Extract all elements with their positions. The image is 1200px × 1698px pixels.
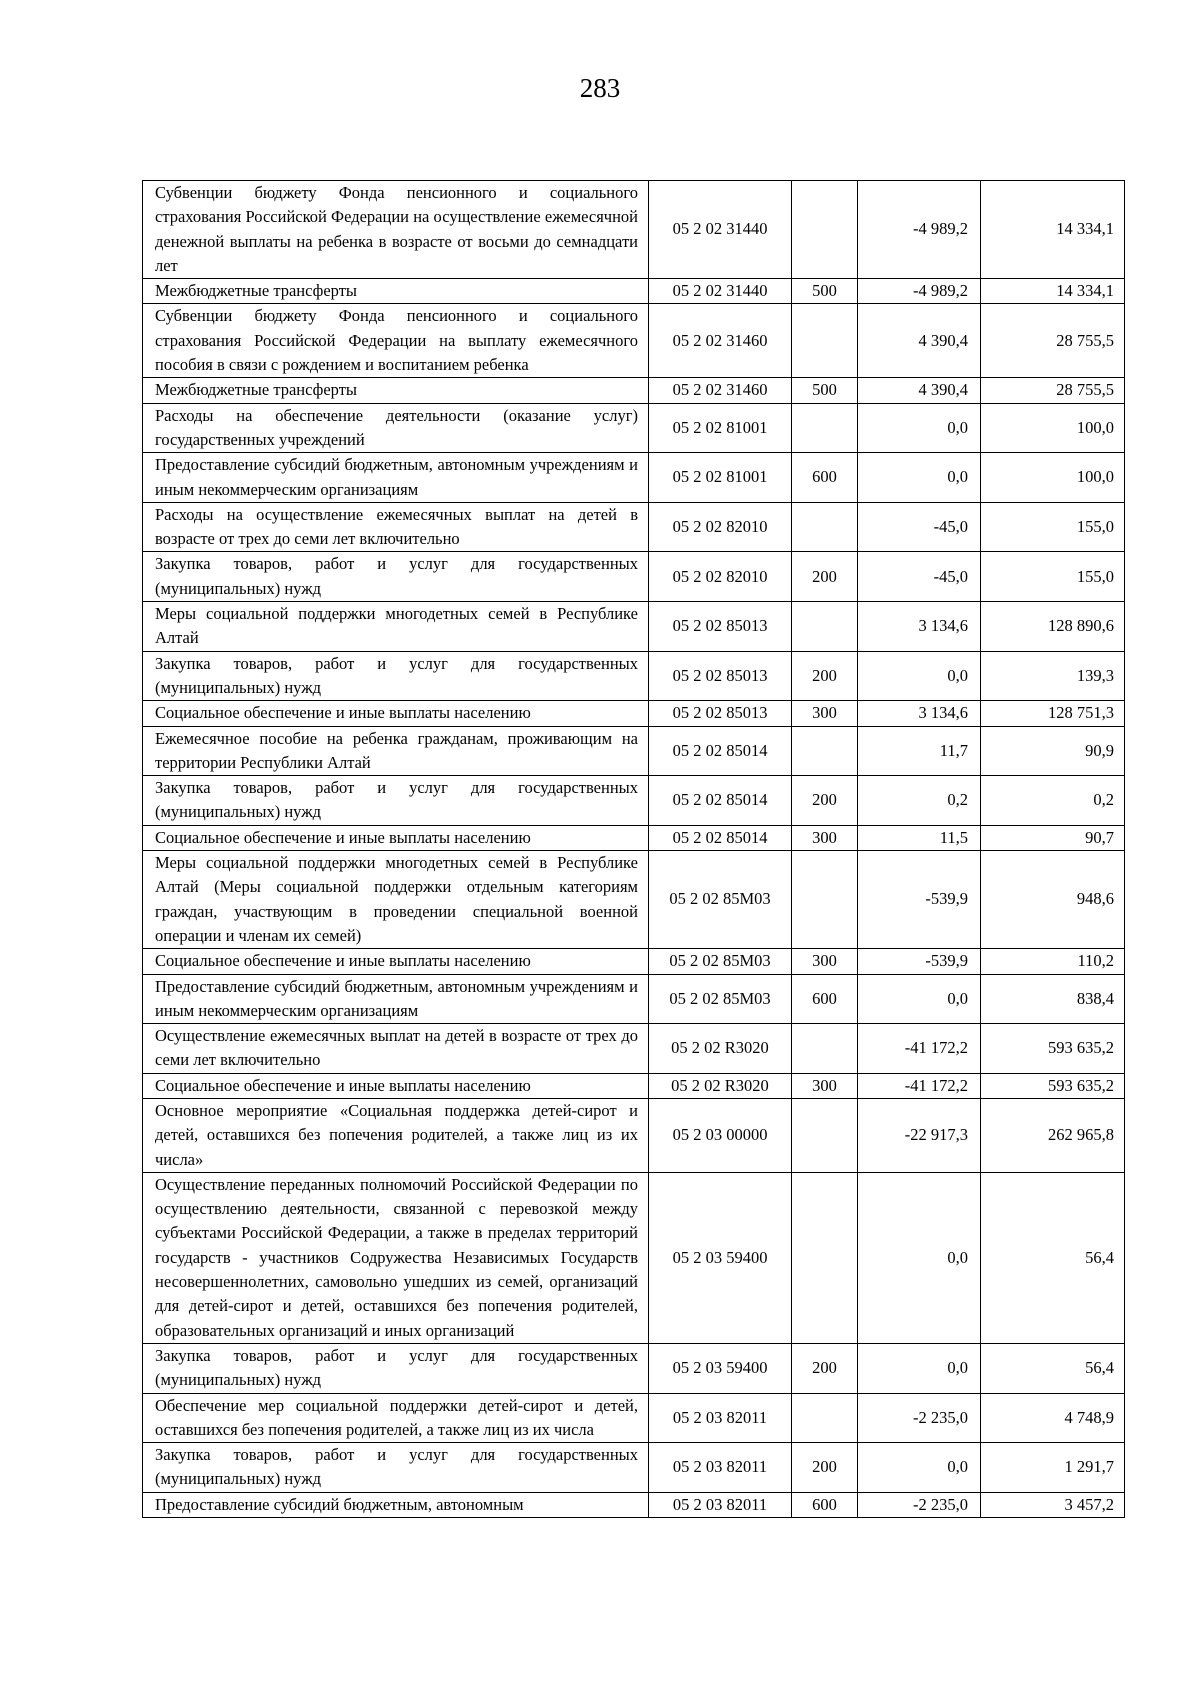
row-code: 05 2 02 31460 [649, 378, 792, 403]
row-description: Предоставление субсидий бюджетным, автономным учреждениям и иным некоммерческим организациям [143, 974, 649, 1024]
row-total: 3 457,2 [981, 1492, 1125, 1517]
row-code: 05 2 02 85014 [649, 825, 792, 850]
table-row [143, 776, 1125, 826]
row-total: 838,4 [981, 974, 1125, 1024]
row-change: -2 235,0 [858, 1393, 981, 1443]
row-code: 05 2 02 85М03 [649, 949, 792, 974]
row-description: Межбюджетные трансферты [143, 378, 649, 403]
table-row [143, 602, 1125, 652]
row-code: 05 2 03 82011 [649, 1492, 792, 1517]
row-expense-type: 500 [792, 378, 858, 403]
row-change: 4 390,4 [858, 304, 981, 378]
row-total: 1 291,7 [981, 1443, 1125, 1493]
table-row [143, 1172, 1125, 1343]
table-row [143, 552, 1125, 602]
table-row [143, 726, 1125, 776]
row-description: Осуществление ежемесячных выплат на детей в возрасте от трех до семи лет включительно [143, 1024, 649, 1074]
row-code: 05 2 02 85014 [649, 776, 792, 826]
row-code: 05 2 02 85013 [649, 602, 792, 652]
row-expense-type: 500 [792, 279, 858, 304]
row-expense-type [792, 502, 858, 552]
row-change: 4 390,4 [858, 378, 981, 403]
row-change: 0,0 [858, 974, 981, 1024]
page-number: 283 [579, 73, 621, 103]
table-row [143, 949, 1125, 974]
row-change: -41 172,2 [858, 1073, 981, 1098]
row-description: Межбюджетные трансферты [143, 279, 649, 304]
row-change: -2 235,0 [858, 1492, 981, 1517]
row-code: 05 2 03 82011 [649, 1393, 792, 1443]
row-change: -539,9 [858, 851, 981, 949]
row-code: 05 2 03 00000 [649, 1098, 792, 1172]
table-row [143, 1492, 1125, 1517]
row-total: 90,9 [981, 726, 1125, 776]
row-expense-type: 300 [792, 949, 858, 974]
table-row [143, 304, 1125, 378]
row-expense-type: 300 [792, 1073, 858, 1098]
row-total: 56,4 [981, 1172, 1125, 1343]
row-description: Субвенции бюджету Фонда пенсионного и социального страхования Российской Федерации на осуществление ежемесячной денежной выплаты на ребенка в возрасте от восьми до семнадцати лет [143, 181, 649, 279]
row-code: 05 2 02 R3020 [649, 1073, 792, 1098]
row-description: Закупка товаров, работ и услуг для государственных (муниципальных) нужд [143, 651, 649, 701]
row-change: 11,7 [858, 726, 981, 776]
row-change: 0,2 [858, 776, 981, 826]
row-code: 05 2 02 85М03 [649, 974, 792, 1024]
row-description: Закупка товаров, работ и услуг для государственных (муниципальных) нужд [143, 552, 649, 602]
row-code: 05 2 03 82011 [649, 1443, 792, 1493]
row-description: Закупка товаров, работ и услуг для государственных (муниципальных) нужд [143, 1443, 649, 1493]
row-total: 593 635,2 [981, 1073, 1125, 1098]
row-description: Субвенции бюджету Фонда пенсионного и социального страхования Российской Федерации на выплату ежемесячного пособия в связи с рождением и воспитанием ребенка [143, 304, 649, 378]
row-description: Расходы на обеспечение деятельности (оказание услуг) государственных учреждений [143, 403, 649, 453]
row-change: -4 989,2 [858, 279, 981, 304]
row-total: 110,2 [981, 949, 1125, 974]
table-body [143, 181, 1125, 1518]
row-description: Социальное обеспечение и иные выплаты населению [143, 1073, 649, 1098]
table-row [143, 1098, 1125, 1172]
row-total: 28 755,5 [981, 378, 1125, 403]
row-total: 28 755,5 [981, 304, 1125, 378]
row-total: 155,0 [981, 502, 1125, 552]
table-row [143, 502, 1125, 552]
row-total: 100,0 [981, 403, 1125, 453]
row-total: 128 890,6 [981, 602, 1125, 652]
row-description: Расходы на осуществление ежемесячных выплат на детей в возрасте от трех до семи лет включительно [143, 502, 649, 552]
table-row [143, 403, 1125, 453]
row-expense-type [792, 726, 858, 776]
table-row [143, 378, 1125, 403]
row-total: 139,3 [981, 651, 1125, 701]
table-row [143, 974, 1125, 1024]
row-total: 262 965,8 [981, 1098, 1125, 1172]
table-row [143, 651, 1125, 701]
row-change: 0,0 [858, 1443, 981, 1493]
row-code: 05 2 02 31440 [649, 279, 792, 304]
row-description: Закупка товаров, работ и услуг для государственных (муниципальных) нужд [143, 1343, 649, 1393]
row-description: Предоставление субсидий бюджетным, автономным [143, 1492, 649, 1517]
row-expense-type [792, 181, 858, 279]
row-total: 100,0 [981, 453, 1125, 503]
row-code: 05 2 02 85013 [649, 701, 792, 726]
row-expense-type [792, 851, 858, 949]
row-expense-type [792, 304, 858, 378]
row-change: 3 134,6 [858, 602, 981, 652]
row-description: Меры социальной поддержки многодетных семей в Республике Алтай [143, 602, 649, 652]
row-change: 3 134,6 [858, 701, 981, 726]
table-row [143, 1443, 1125, 1493]
row-total: 4 748,9 [981, 1393, 1125, 1443]
row-expense-type: 200 [792, 1343, 858, 1393]
row-code: 05 2 03 59400 [649, 1172, 792, 1343]
budget-table [142, 180, 1125, 1518]
table-row [143, 181, 1125, 279]
row-change: -4 989,2 [858, 181, 981, 279]
row-expense-type [792, 1024, 858, 1074]
row-code: 05 2 02 82010 [649, 552, 792, 602]
row-description: Обеспечение мер социальной поддержки детей-сирот и детей, оставшихся без попечения родителей, а также лиц из их числа [143, 1393, 649, 1443]
row-description: Закупка товаров, работ и услуг для государственных (муниципальных) нужд [143, 776, 649, 826]
row-total: 90,7 [981, 825, 1125, 850]
row-total: 593 635,2 [981, 1024, 1125, 1074]
table-row [143, 1343, 1125, 1393]
row-change: 11,5 [858, 825, 981, 850]
row-change: -539,9 [858, 949, 981, 974]
row-description: Осуществление переданных полномочий Российской Федерации по осуществлению деятельности, связанной с перевозкой между субъектами Российской Федерации, а также в пределах территорий государств - участников Содружества Независимых Государств несовершеннолетних, самовольно ушедших из семей, организаций для детей-сирот и детей, оставшихся без попечения родителей, образовательных организаций и иных организаций [143, 1172, 649, 1343]
table-row [143, 851, 1125, 949]
row-code: 05 2 02 81001 [649, 403, 792, 453]
row-expense-type: 300 [792, 701, 858, 726]
table-row [143, 1073, 1125, 1098]
row-expense-type: 600 [792, 1492, 858, 1517]
row-description: Социальное обеспечение и иные выплаты населению [143, 701, 649, 726]
row-change: -45,0 [858, 552, 981, 602]
row-total: 155,0 [981, 552, 1125, 602]
row-expense-type [792, 602, 858, 652]
row-expense-type: 300 [792, 825, 858, 850]
row-change: 0,0 [858, 651, 981, 701]
row-expense-type: 600 [792, 974, 858, 1024]
row-change: -45,0 [858, 502, 981, 552]
row-change: 0,0 [858, 453, 981, 503]
row-total: 0,2 [981, 776, 1125, 826]
row-code: 05 2 02 R3020 [649, 1024, 792, 1074]
row-change: -41 172,2 [858, 1024, 981, 1074]
row-description: Ежемесячное пособие на ребенка гражданам, проживающим на территории Республики Алтай [143, 726, 649, 776]
row-total: 14 334,1 [981, 279, 1125, 304]
row-description: Основное мероприятие «Социальная поддержка детей-сирот и детей, оставшихся без попечения родителей, а также лиц из их числа» [143, 1098, 649, 1172]
table-row [143, 1024, 1125, 1074]
table-row [143, 453, 1125, 503]
row-expense-type [792, 1172, 858, 1343]
row-expense-type: 200 [792, 776, 858, 826]
row-total: 14 334,1 [981, 181, 1125, 279]
row-description: Меры социальной поддержки многодетных семей в Республике Алтай (Меры социальной поддержки отдельным категориям граждан, участвующим в проведении специальной военной операции и членам их семей) [143, 851, 649, 949]
table-row [143, 701, 1125, 726]
row-code: 05 2 02 81001 [649, 453, 792, 503]
table-row [143, 279, 1125, 304]
row-total: 128 751,3 [981, 701, 1125, 726]
row-change: 0,0 [858, 1343, 981, 1393]
row-description: Социальное обеспечение и иные выплаты населению [143, 949, 649, 974]
row-expense-type: 600 [792, 453, 858, 503]
row-expense-type [792, 1393, 858, 1443]
row-change: -22 917,3 [858, 1098, 981, 1172]
table-row [143, 825, 1125, 850]
row-expense-type: 200 [792, 651, 858, 701]
row-expense-type: 200 [792, 552, 858, 602]
row-code: 05 2 02 31440 [649, 181, 792, 279]
row-code: 05 2 02 85013 [649, 651, 792, 701]
row-code: 05 2 02 85014 [649, 726, 792, 776]
row-expense-type [792, 1098, 858, 1172]
row-code: 05 2 02 82010 [649, 502, 792, 552]
row-change: 0,0 [858, 403, 981, 453]
row-total: 56,4 [981, 1343, 1125, 1393]
row-code: 05 2 02 85М03 [649, 851, 792, 949]
row-change: 0,0 [858, 1172, 981, 1343]
row-description: Предоставление субсидий бюджетным, автономным учреждениям и иным некоммерческим организациям [143, 453, 649, 503]
row-expense-type: 200 [792, 1443, 858, 1493]
row-description: Социальное обеспечение и иные выплаты населению [143, 825, 649, 850]
row-code: 05 2 02 31460 [649, 304, 792, 378]
table-row [143, 1393, 1125, 1443]
row-total: 948,6 [981, 851, 1125, 949]
row-expense-type [792, 403, 858, 453]
row-code: 05 2 03 59400 [649, 1343, 792, 1393]
